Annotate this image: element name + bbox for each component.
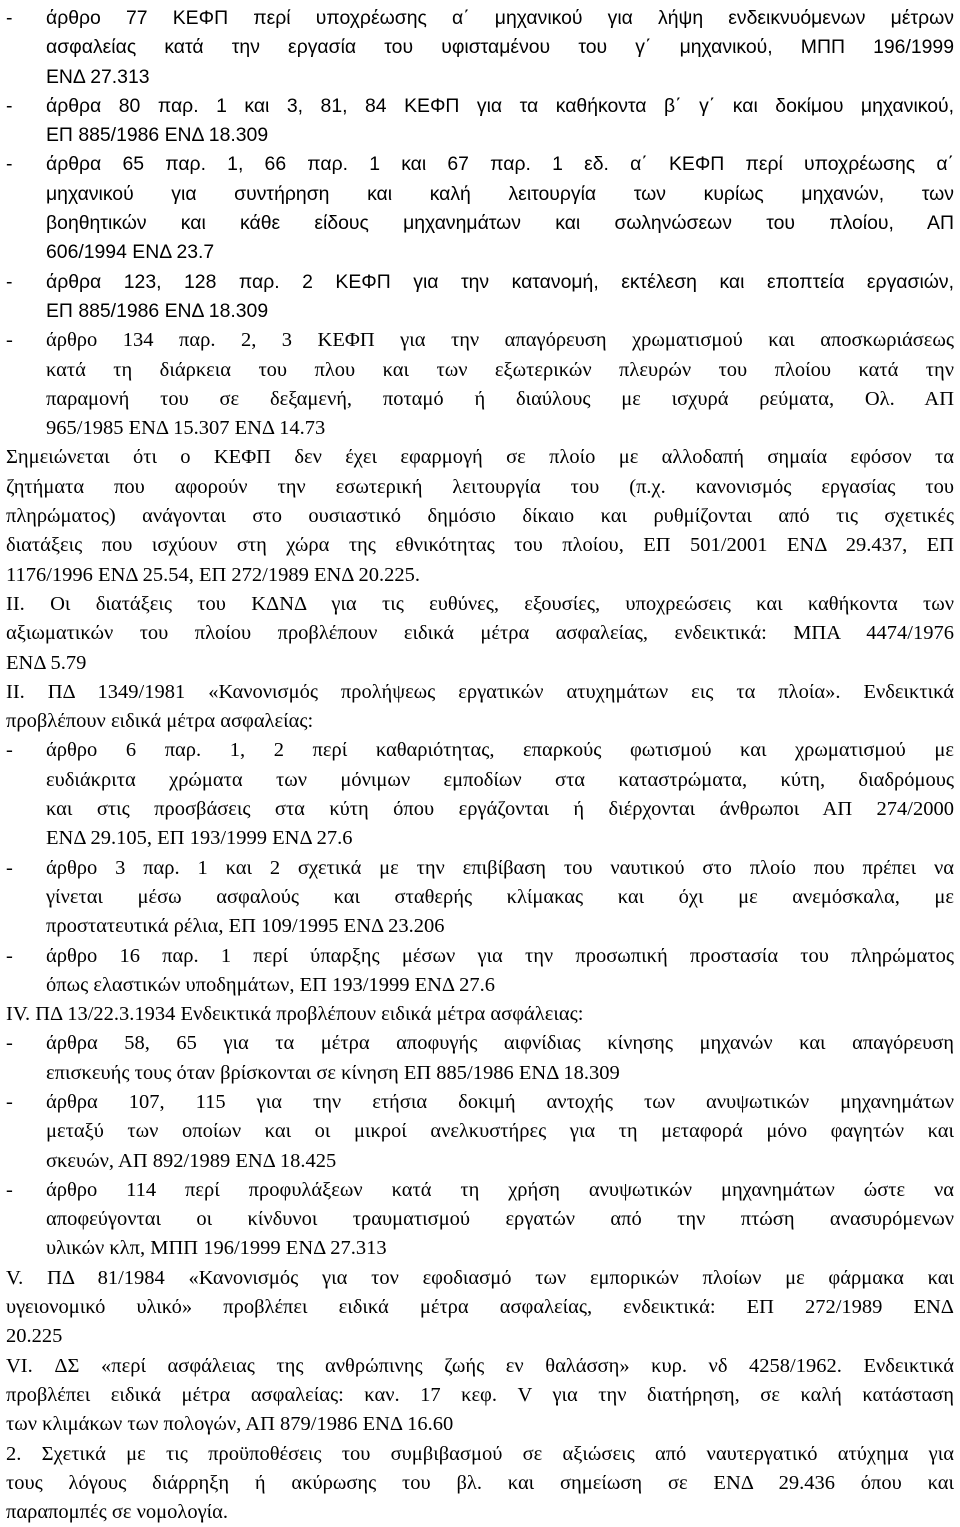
text-line bbox=[6, 1293, 954, 1322]
line-text: ΙΙ. Οι διατάξεις του ΚΔΝΔ για τις ευθύνες, εξουσίες, υποχρεώσεις και καθήκοντα των bbox=[6, 592, 954, 615]
text-line bbox=[6, 736, 954, 765]
line-text: ασφαλείας κατά την εργασία του υφισταμένου του γ΄ μηχανικού, ΜΠΠ 196/1999 bbox=[46, 36, 954, 59]
line-text: πληρώματος) ανάγονται στο ουσιαστικό δημόσιο δίκαιο και ρυθμίζονται από τις σχετικές bbox=[6, 505, 954, 528]
text-line bbox=[6, 971, 954, 1000]
line-text: άρθρα 107, 115 για την ετήσια δοκιμή αντοχής των ανυψωτικών μηχανημάτων bbox=[46, 1090, 954, 1113]
list-dash: - bbox=[6, 1178, 13, 1201]
list-dash: - bbox=[6, 944, 13, 967]
text-line bbox=[6, 1440, 954, 1469]
text-line bbox=[6, 1117, 954, 1146]
line-text: άρθρο 3 παρ. 1 και 2 σχετικά με την επιβίβαση του ναυτικού στο πλοίο που πρέπει να bbox=[46, 856, 954, 879]
text-line bbox=[6, 1029, 954, 1058]
list-dash: - bbox=[6, 153, 13, 176]
line-text: των κλιμάκων των πολογών, ΑΠ 879/1986 ΕΝΔ 16.60 bbox=[6, 1413, 454, 1436]
list-dash: - bbox=[6, 739, 13, 762]
line-text: άρθρο 134 παρ. 2, 3 ΚΕΦΠ για την απαγόρευση χρωματισμού και αποσκωριάσεως bbox=[46, 329, 954, 352]
text-line bbox=[6, 209, 954, 238]
line-text: ΕΠ 885/1986 ΕΝΔ 18.309 bbox=[46, 299, 269, 322]
text-line bbox=[6, 326, 954, 355]
line-text: 965/1985 ΕΝΔ 15.307 ΕΝΔ 14.73 bbox=[46, 417, 326, 440]
line-text: άρθρο 6 παρ. 1, 2 περί καθαριότητας, επαρκούς φωτισμού και χρωματισμού με bbox=[46, 739, 954, 762]
text-line bbox=[6, 1234, 954, 1263]
text-line bbox=[6, 1322, 954, 1351]
text-line bbox=[6, 92, 954, 121]
text-line bbox=[6, 942, 954, 971]
text-line bbox=[6, 590, 954, 619]
line-text: ΕΝΔ 27.313 bbox=[46, 65, 150, 88]
text-line bbox=[6, 1205, 954, 1234]
text-line bbox=[6, 561, 954, 590]
line-text: ζητήματα που αφορούν την εσωτερική λειτουργία του (π.χ. κανονισμός εργασίας του bbox=[6, 475, 954, 498]
text-line bbox=[6, 33, 954, 62]
line-text: ΙΙ. ΠΔ 1349/1981 «Κανονισμός προλήψεως εργατικών ατυχημάτων εις τα πλοία». Ενδεικτικά bbox=[6, 680, 954, 703]
text-line bbox=[6, 1264, 954, 1293]
line-text: Σημειώνεται ότι ο ΚΕΦΠ δεν έχει εφαρμογή σε πλοίο με αλλοδαπή σημαία εφόσον τα bbox=[6, 446, 954, 469]
line-text: υλικών κλπ, ΜΠΠ 196/1999 ΕΝΔ 27.313 bbox=[46, 1237, 387, 1260]
text-line bbox=[6, 180, 954, 209]
line-text: 1176/1996 ΕΝΔ 25.54, ΕΠ 272/1989 ΕΝΔ 20.225. bbox=[6, 563, 420, 586]
text-line bbox=[6, 4, 954, 33]
line-text: VI. ΔΣ «περί ασφάλειας της ανθρώπινης ζωής εν θαλάσση» κυρ. νδ 4258/1962. Ενδεικτικά bbox=[6, 1354, 954, 1377]
text-line bbox=[6, 1176, 954, 1205]
list-dash: - bbox=[6, 94, 13, 117]
text-line bbox=[6, 356, 954, 385]
text-line bbox=[6, 1088, 954, 1117]
line-text: παραμονή του σε δεξαμενή, ποταμό ή διαύλους με ισχυρά ρεύματα, Ολ. ΑΠ bbox=[46, 387, 954, 410]
line-text: άρθρο 16 παρ. 1 περί ύπαρξης μέσων για την προσωπική προστασία του πληρώματος bbox=[46, 944, 954, 967]
list-dash: - bbox=[6, 270, 13, 293]
line-text: αξιωματικών του πλοίου προβλέπουν ειδικά μέτρα ασφαλείας, ενδεικτικά: ΜΠΑ 4474/1976 bbox=[6, 622, 954, 645]
text-line bbox=[6, 443, 954, 472]
list-dash: - bbox=[6, 1090, 13, 1113]
line-text: άρθρα 65 παρ. 1, 66 παρ. 1 και 67 παρ. 1 εδ. α΄ ΚΕΦΠ περί υποχρέωσης α΄ bbox=[46, 153, 954, 176]
line-text: υγειονομικό υλικό» προβλέπει ειδικά μέτρα ασφαλείας, ενδεικτικά: ΕΠ 272/1989 ΕΝΔ bbox=[6, 1296, 954, 1319]
line-text: και στις προσβάσεις στα κύτη όπου εργάζονται ή διέρχονται άνθρωποι ΑΠ 274/2000 bbox=[46, 798, 954, 821]
text-line bbox=[6, 766, 954, 795]
text-line bbox=[6, 678, 954, 707]
line-text: σκευών, ΑΠ 892/1989 ΕΝΔ 18.425 bbox=[46, 1149, 337, 1172]
text-line bbox=[6, 1147, 954, 1176]
text-line bbox=[6, 1498, 954, 1527]
text-line bbox=[6, 502, 954, 531]
line-text: άρθρο 114 περί προφυλάξεων κατά τη χρήση ανυψωτικών μηχανημάτων ώστε να bbox=[46, 1178, 954, 1201]
line-text: βοηθητικών και κάθε είδους μηχανημάτων και σωληνώσεων του πλοίου, ΑΠ bbox=[46, 212, 954, 235]
line-text: παραπομπές σε νομολογία. bbox=[6, 1501, 229, 1524]
text-line bbox=[6, 414, 954, 443]
line-text: μηχανικού για συντήρηση και καλή λειτουργία των κυρίως μηχανών, των bbox=[46, 182, 954, 205]
text-line bbox=[6, 150, 954, 179]
line-text: IV. ΠΔ 13/22.3.1934 Ενδεικτικά προβλέπουν ειδικά μέτρα ασφάλειας: bbox=[6, 1003, 584, 1026]
text-line bbox=[6, 824, 954, 853]
line-text: 20.225 bbox=[6, 1325, 63, 1348]
text-line bbox=[6, 1059, 954, 1088]
text-line bbox=[6, 1352, 954, 1381]
text-line bbox=[6, 649, 954, 678]
text-line bbox=[6, 1000, 954, 1029]
line-text: άρθρα 80 παρ. 1 και 3, 81, 84 ΚΕΦΠ για τα καθήκοντα β΄ γ΄ και δοκίμου μηχανικού, bbox=[46, 94, 954, 117]
line-text: άρθρο 77 ΚΕΦΠ περί υποχρέωσης α΄ μηχανικού για λήψη ενδεικνυόμενων μέτρων bbox=[46, 7, 954, 29]
text-line bbox=[6, 531, 954, 560]
line-text: μεταξύ των οποίων και οι μικροί ανελκυστήρες για τη μεταφορά μόνο φαγητών και bbox=[46, 1120, 954, 1143]
text-line bbox=[6, 238, 954, 267]
line-text: όπως ελαστικών υποδημάτων, ΕΠ 193/1999 ΕΝΔ 27.6 bbox=[46, 973, 495, 996]
text-line bbox=[6, 619, 954, 648]
text-line bbox=[6, 854, 954, 883]
line-text: αποφεύγονται οι κίνδυνοι τραυματισμού εργατών από την πτώση ανασυρόμενων bbox=[46, 1208, 954, 1231]
text-line bbox=[6, 795, 954, 824]
text-line bbox=[6, 1469, 954, 1498]
line-text: V. ΠΔ 81/1984 «Κανονισμός για τον εφοδιασμό των εμπορικών πλοίων με φάρμακα και bbox=[6, 1266, 954, 1289]
line-text: διατάξεις που ισχύουν στη χώρα της εθνικότητας του πλοίου, ΕΠ 501/2001 ΕΝΔ 29.437, ΕΠ bbox=[6, 534, 954, 557]
line-text: άρθρα 123, 128 παρ. 2 ΚΕΦΠ για την κατανομή, εκτέλεση και εποπτεία εργασιών, bbox=[46, 270, 954, 293]
line-text: ΕΝΔ 5.79 bbox=[6, 651, 87, 674]
line-text: ΕΝΔ 29.105, ΕΠ 193/1999 ΕΝΔ 27.6 bbox=[46, 827, 353, 850]
line-text: 2. Σχετικά με τις προϋποθέσεις του συμβιβασμού σε αξιώσεις από ναυτεργατικό ατύχημα για bbox=[6, 1442, 954, 1465]
list-dash: - bbox=[6, 7, 13, 29]
line-text: προβλέπουν ειδικά μέτρα ασφαλείας: bbox=[6, 710, 314, 733]
line-text: επισκευής τους όταν βρίσκονται σε κίνηση ΕΠ 885/1986 ΕΝΔ 18.309 bbox=[46, 1061, 620, 1084]
line-text: γίνεται μέσω ασφαλούς και σταθερής κλίμακας και όχι με ανεμόσκαλα, με bbox=[46, 885, 954, 908]
text-line bbox=[6, 121, 954, 150]
line-text: άρθρα 58, 65 για τα μέτρα αποφυγής αιφνίδιας κίνησης μηχανών και απαγόρευση bbox=[46, 1032, 954, 1055]
list-dash: - bbox=[6, 1032, 13, 1055]
text-line bbox=[6, 297, 954, 326]
text-line bbox=[6, 473, 954, 502]
line-text: ΕΠ 885/1986 ΕΝΔ 18.309 bbox=[46, 124, 269, 147]
line-text: ευδιάκριτα χρώματα των μόνιμων εμποδίων στα καταστρώματα, κύτη, διαδρόμους bbox=[46, 768, 954, 791]
list-dash: - bbox=[6, 856, 13, 879]
line-text: 606/1994 ΕΝΔ 23.7 bbox=[46, 241, 215, 264]
text-line bbox=[6, 1381, 954, 1410]
text-line bbox=[6, 385, 954, 414]
line-text: τους λόγους διάρρηξη ή ακύρωσης του βλ. και σημείωση σε ΕΝΔ 29.436 όπου και bbox=[6, 1471, 954, 1494]
text-line bbox=[6, 912, 954, 941]
text-line bbox=[6, 1410, 954, 1439]
line-text: προβλέπει ειδικά μέτρα ασφαλείας: καν. 17 κεφ. V για την διατήρηση, σε καλή κατάσταση bbox=[6, 1383, 954, 1406]
line-text: κατά τη διάρκεια του πλου και των εξωτερικών πλευρών του πλοίου κατά την bbox=[46, 358, 954, 381]
line-text: προστατευτικά ρέλια, ΕΠ 109/1995 ΕΝΔ 23.206 bbox=[46, 915, 445, 938]
text-line bbox=[6, 63, 954, 92]
text-line bbox=[6, 883, 954, 912]
text-line bbox=[6, 707, 954, 736]
text-line bbox=[6, 268, 954, 297]
list-dash: - bbox=[6, 329, 13, 352]
